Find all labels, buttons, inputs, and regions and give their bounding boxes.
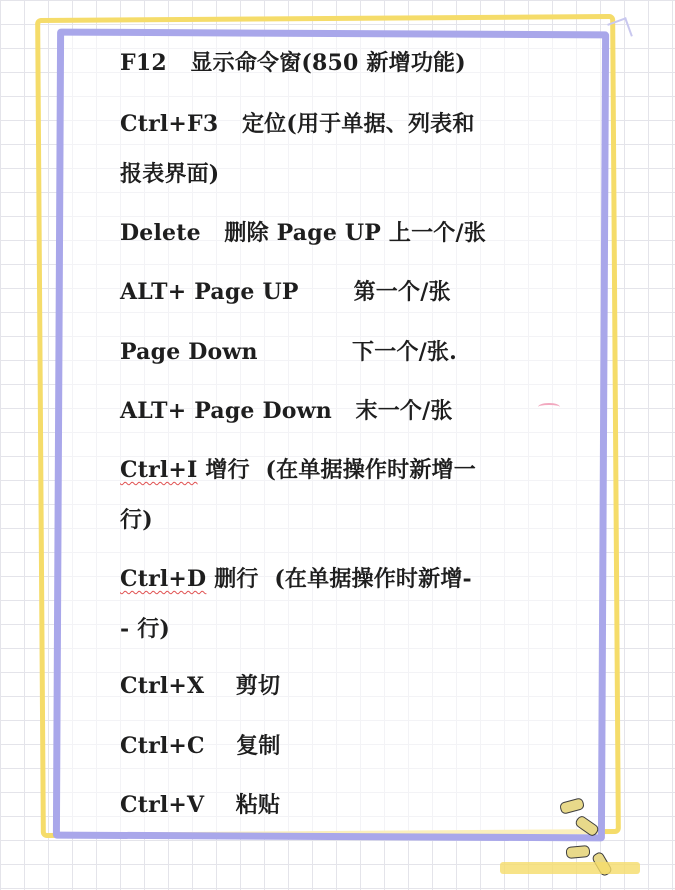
shortcut-desc: 下一个/张.	[352, 339, 457, 365]
shortcut-line	[120, 455, 476, 485]
shortcut-line	[120, 109, 475, 139]
shortcut-desc: 定位(用于单据、列表和	[241, 111, 475, 137]
shortcut-line	[120, 790, 280, 820]
shortcut-desc: 剪切	[235, 673, 281, 699]
shortcut-desc: - 行)	[120, 616, 170, 642]
shortcut-line-continuation	[120, 159, 219, 189]
shortcut-key: F12	[120, 50, 167, 76]
shortcut-line	[120, 337, 457, 367]
shortcut-desc: 复制	[236, 733, 281, 759]
shortcut-line	[120, 564, 472, 594]
shortcut-desc: 末一个/张	[355, 398, 453, 424]
shortcut-key: Delete	[120, 220, 201, 246]
shortcut-desc: 删行 (在单据操作时新增-	[214, 566, 472, 592]
shortcut-line	[120, 218, 486, 248]
shortcut-desc: 报表界面)	[120, 161, 220, 187]
pink-brush-mark	[538, 403, 560, 411]
purple-inner-frame	[53, 29, 609, 842]
shortcut-key: Ctrl+V	[120, 792, 205, 818]
shortcut-line-continuation	[120, 505, 153, 535]
shortcut-key: Page Down	[120, 339, 258, 365]
shortcut-key: ALT+ Page Down	[120, 398, 332, 424]
shortcut-key: ALT+ Page UP	[120, 279, 299, 305]
shortcut-key: Ctrl+D	[120, 566, 207, 592]
shortcut-key: Ctrl+F3	[120, 111, 219, 137]
shortcut-line	[120, 731, 281, 761]
bone-sticker-icon	[566, 845, 591, 859]
shortcut-key: Ctrl+I	[120, 457, 198, 483]
shortcut-line	[120, 671, 280, 701]
shortcut-line	[120, 396, 453, 426]
shortcut-desc: 删除 Page UP 上一个/张	[224, 220, 486, 246]
shortcut-line	[120, 277, 451, 307]
shortcut-line-continuation	[120, 614, 170, 644]
shortcut-desc: 增行 (在单据操作时新增一	[205, 457, 476, 483]
shortcut-desc: 显示命令窗(850 新增功能)	[190, 50, 466, 76]
shortcut-line	[120, 48, 466, 78]
shortcut-desc: 第一个/张	[353, 279, 451, 305]
yellow-tape-decoration	[500, 862, 640, 874]
shortcut-key: Ctrl+X	[120, 673, 205, 699]
shortcut-desc: 粘贴	[235, 792, 281, 818]
shortcut-key: Ctrl+C	[120, 733, 205, 759]
shortcut-desc: 行)	[120, 507, 153, 533]
